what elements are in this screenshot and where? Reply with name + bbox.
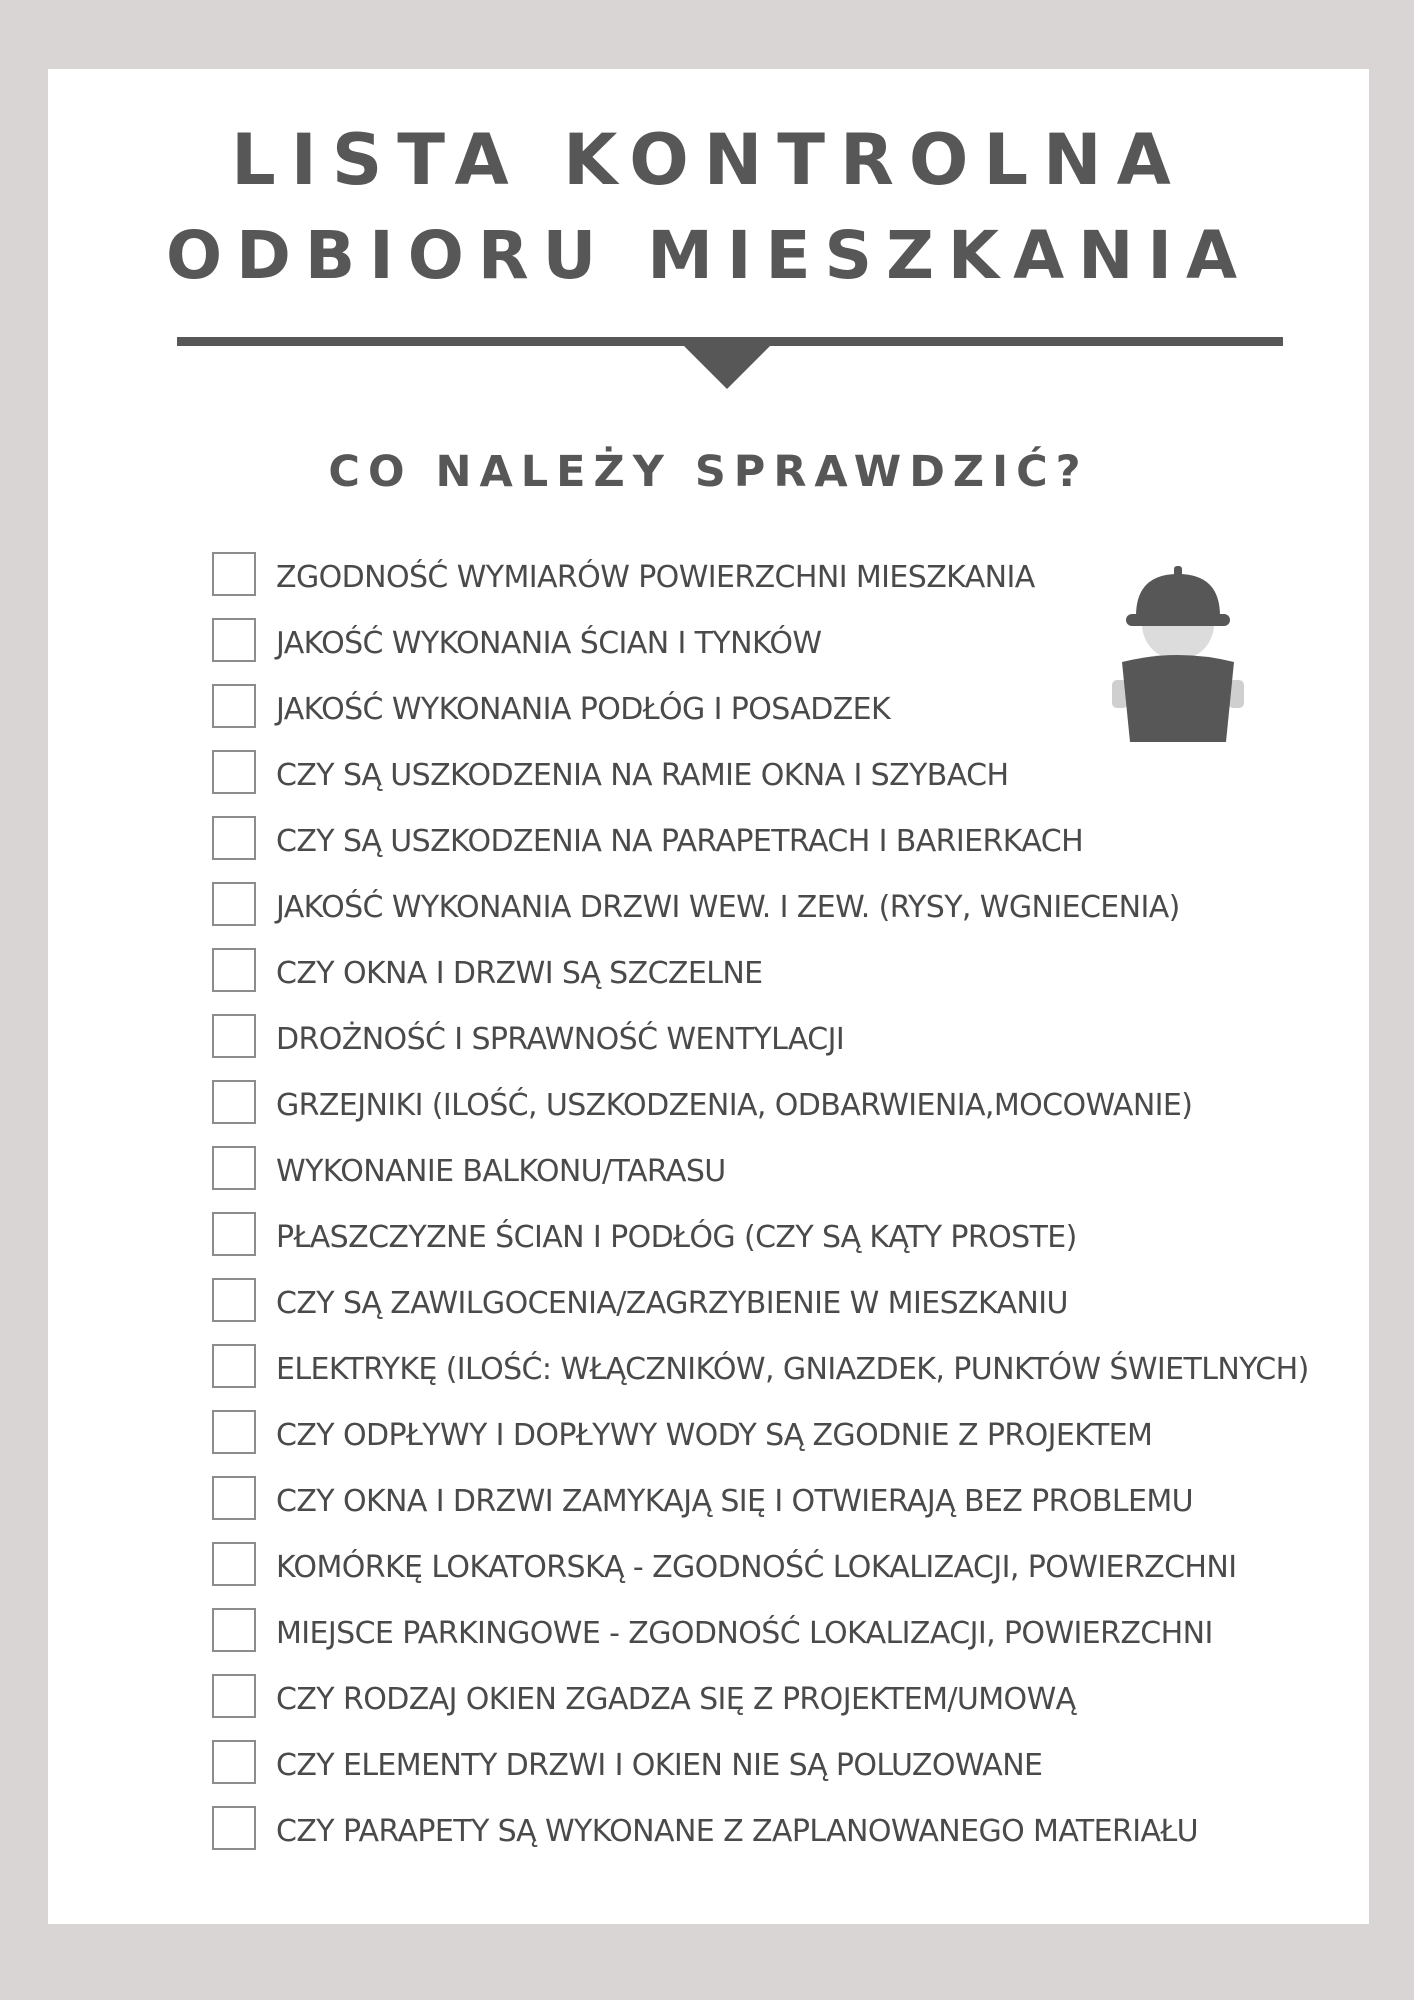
title-line-2: ODBIORU MIESZKANIA bbox=[165, 217, 1252, 294]
construction-worker-laptop-icon bbox=[1078, 552, 1278, 752]
checkbox[interactable] bbox=[212, 1608, 256, 1652]
checkbox[interactable] bbox=[212, 1278, 256, 1322]
checklist-item-label: WYKONANIE BALKONU/TARASU bbox=[276, 1154, 726, 1189]
checklist-item-label: ELEKTRYKĘ (ILOŚĆ: WŁĄCZNIKÓW, GNIAZDEK, PUNKTÓW ŚWIETLNYCH) bbox=[276, 1352, 1309, 1387]
checkbox[interactable] bbox=[212, 1806, 256, 1850]
checklist-item-label: DROŻNOŚĆ I SPRAWNOŚĆ WENTYLACJI bbox=[276, 1022, 845, 1057]
checklist-item-label: PŁASZCZYZNE ŚCIAN I PODŁÓG (CZY SĄ KĄTY PROSTE) bbox=[276, 1220, 1077, 1255]
checkbox[interactable] bbox=[212, 882, 256, 926]
checkbox[interactable] bbox=[212, 618, 256, 662]
checklist-item-label: KOMÓRKĘ LOKATORSKĄ - ZGODNOŚĆ LOKALIZACJI, POWIERZCHNI bbox=[276, 1550, 1237, 1585]
checkbox[interactable] bbox=[212, 1410, 256, 1454]
checkbox[interactable] bbox=[212, 684, 256, 728]
checkbox[interactable] bbox=[212, 1344, 256, 1388]
checklist-item-label: MIEJSCE PARKINGOWE - ZGODNOŚĆ LOKALIZACJI, POWIERZCHNI bbox=[276, 1616, 1213, 1651]
checklist-item-label: JAKOŚĆ WYKONANIA PODŁÓG I POSADZEK bbox=[276, 692, 891, 727]
checkbox[interactable] bbox=[212, 816, 256, 860]
checklist-item-label: CZY OKNA I DRZWI ZAMYKAJĄ SIĘ I OTWIERAJĄ BEZ PROBLEMU bbox=[276, 1484, 1194, 1519]
checkbox[interactable] bbox=[212, 552, 256, 596]
checklist-item-label: CZY SĄ ZAWILGOCENIA/ZAGRZYBIENIE W MIESZKANIU bbox=[276, 1286, 1068, 1321]
checklist-item-label: CZY OKNA I DRZWI SĄ SZCZELNE bbox=[276, 956, 763, 991]
checklist-item-label: JAKOŚĆ WYKONANIA ŚCIAN I TYNKÓW bbox=[276, 626, 822, 661]
checkbox[interactable] bbox=[212, 948, 256, 992]
checkbox[interactable] bbox=[212, 750, 256, 794]
checklist-item-label: ZGODNOŚĆ WYMIARÓW POWIERZCHNI MIESZKANIA bbox=[276, 560, 1035, 595]
checkbox[interactable] bbox=[212, 1146, 256, 1190]
checkbox[interactable] bbox=[212, 1674, 256, 1718]
document-sheet bbox=[48, 69, 1369, 1924]
divider-arrow-icon bbox=[683, 345, 771, 389]
checklist-item-label: CZY RODZAJ OKIEN ZGADZA SIĘ Z PROJEKTEM/UMOWĄ bbox=[276, 1682, 1076, 1717]
checklist-item-label: CZY PARAPETY SĄ WYKONANE Z ZAPLANOWANEGO MATERIAŁU bbox=[276, 1814, 1199, 1849]
checkbox[interactable] bbox=[212, 1212, 256, 1256]
checklist-item-label: CZY ODPŁYWY I DOPŁYWY WODY SĄ ZGODNIE Z PROJEKTEM bbox=[276, 1418, 1153, 1453]
section-subtitle: CO NALEŻY SPRAWDZIĆ? bbox=[328, 447, 1089, 497]
checkbox[interactable] bbox=[212, 1476, 256, 1520]
checkbox[interactable] bbox=[212, 1080, 256, 1124]
title-line-1: LISTA KONTROLNA bbox=[231, 119, 1186, 201]
checkbox[interactable] bbox=[212, 1014, 256, 1058]
checklist-item-label: CZY SĄ USZKODZENIA NA RAMIE OKNA I SZYBACH bbox=[276, 758, 1009, 793]
checklist-item-label: CZY ELEMENTY DRZWI I OKIEN NIE SĄ POLUZOWANE bbox=[276, 1748, 1043, 1783]
checkbox[interactable] bbox=[212, 1542, 256, 1586]
checklist-item-label: GRZEJNIKI (ILOŚĆ, USZKODZENIA, ODBARWIENIA,MOCOWANIE) bbox=[276, 1088, 1193, 1123]
checklist-item-label: JAKOŚĆ WYKONANIA DRZWI WEW. I ZEW. (RYSY, WGNIECENIA) bbox=[276, 890, 1180, 925]
checkbox[interactable] bbox=[212, 1740, 256, 1784]
checklist-item-label: CZY SĄ USZKODZENIA NA PARAPETRACH I BARIERKACH bbox=[276, 824, 1084, 859]
